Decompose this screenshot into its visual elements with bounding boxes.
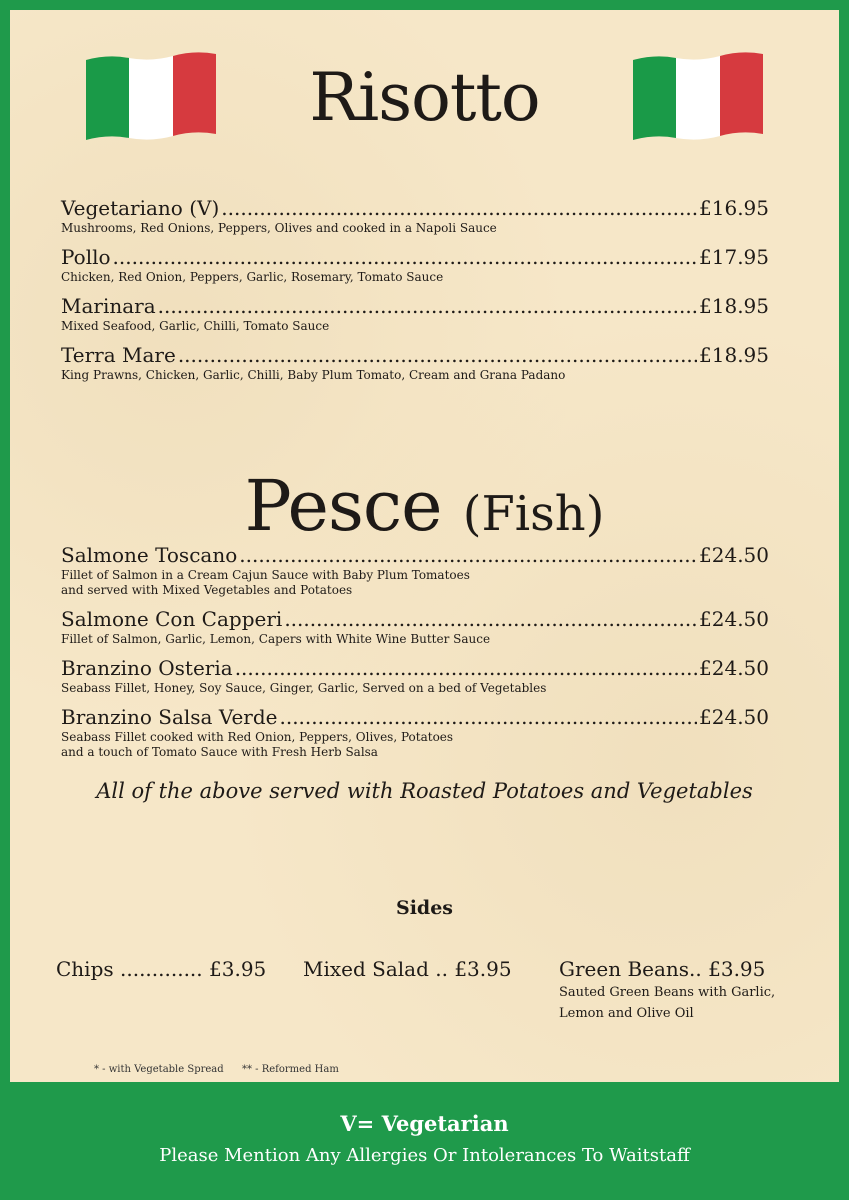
pesce-title: Pesce [244,465,442,547]
side-item-label: Chips ............. £3.95 [56,957,267,981]
item-name: Salmone Toscano [61,543,238,567]
item-name: Terra Mare [61,343,176,367]
dot-leader [178,343,697,367]
dot-leader [284,607,697,631]
item-description: Chicken, Red Onion, Peppers, Garlic, Rosemary, Tomato Sauce [61,270,444,284]
item-name: Salmone Con Capperi [61,607,283,631]
side-item-label: Green Beans.. £3.95 [559,957,766,981]
item-price: £17.95 [699,245,769,269]
note-reformed-ham: ** - Reformed Ham [242,1064,339,1075]
item-description-line: Fillet of Salmon, Garlic, Lemon, Capers with White Wine Butter Sauce [61,632,491,646]
menu-item [61,245,769,285]
item-description-line: Seabass Fillet cooked with Red Onion, Peppers, Olives, Potatoes [61,730,454,744]
dot-leader [113,245,697,269]
dot-leader [158,294,697,318]
item-description [61,730,581,760]
item-price: £16.95 [699,196,769,220]
dot-leader [279,705,697,729]
item-description-line: Seabass Fillet, Honey, Soy Sauce, Ginger, Garlic, Served on a bed of Vegetables [61,681,547,695]
item-name: Vegetariano (V) [61,196,220,220]
item-description-line: and served with Mixed Vegetables and Potatoes [61,583,353,597]
item-price: £18.95 [699,294,769,318]
pesce-subtitle: (Fish) [462,486,605,542]
footer-vegetarian-key: V= Vegetarian [340,1111,509,1136]
item-description-line: Fillet of Salmon in a Cream Cajun Sauce with Baby Plum Tomatoes [61,568,470,582]
sides-heading: Sides [395,897,453,919]
side-item-label: Mixed Salad .. £3.95 [303,957,512,981]
item-price: £24.50 [699,543,769,567]
side-description-line: Sauted Green Beans with Garlic, [559,985,776,1000]
side-item [56,956,266,982]
menu-item [61,607,769,647]
dot-leader [221,196,697,220]
item-price: £24.50 [699,705,769,729]
item-description [61,681,581,696]
side-description-line: Lemon and Olive Oil [559,1006,694,1021]
served-note: All of the above served with Roasted Potatoes and Vegetables [96,779,753,803]
menu-item [61,543,769,598]
item-description: Mushrooms, Red Onions, Peppers, Olives and cooked in a Napoli Sauce [61,221,497,235]
menu-item [61,196,769,236]
item-name: Branzino Osteria [61,656,233,680]
item-description [61,568,581,598]
menu-item [61,343,769,383]
menu-item [61,705,769,760]
item-description: King Prawns, Chicken, Garlic, Chilli, Baby Plum Tomato, Cream and Grana Padano [61,368,566,382]
dot-leader [239,543,697,567]
item-name: Marinara [61,294,156,318]
item-description-line: and a touch of Tomato Sauce with Fresh Herb Salsa [61,745,378,759]
risotto-heading: Risotto [309,59,540,136]
item-name: Pollo [61,245,111,269]
side-item [559,956,779,1024]
item-price: £24.50 [699,607,769,631]
item-price: £24.50 [699,656,769,680]
item-description [61,632,581,647]
item-description: Mixed Seafood, Garlic, Chilli, Tomato Sauce [61,319,330,333]
item-price: £18.95 [699,343,769,367]
side-item-description [559,982,779,1024]
side-item [303,956,512,982]
menu-item [61,294,769,334]
dot-leader [235,656,697,680]
menu-item [61,656,769,696]
footer-allergy-notice: Please Mention Any Allergies Or Intolerances To Waitstaff [159,1145,690,1166]
note-vegetable-spread: * - with Vegetable Spread [94,1064,224,1075]
item-name: Branzino Salsa Verde [61,705,278,729]
